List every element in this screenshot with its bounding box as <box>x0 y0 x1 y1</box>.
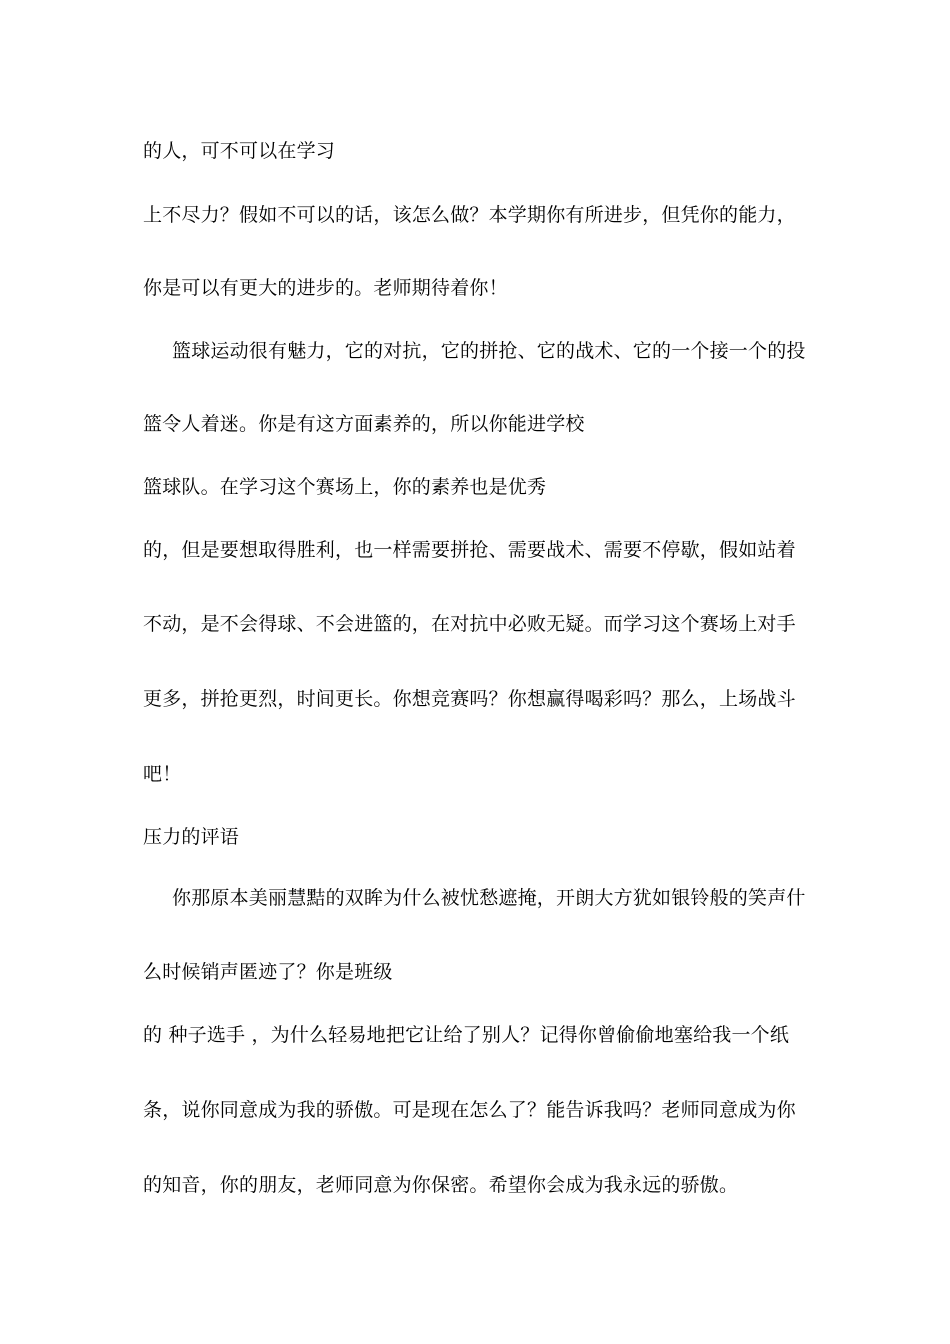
text-line: 篮令人着迷。你是有这方面素养的，所以你能进学校 <box>143 413 585 435</box>
text-line: 的人，可不可以在学习 <box>143 140 336 162</box>
paragraph-first-line: 篮球运动很有魅力，它的对抗，它的拼抢、它的战术、它的一个接一个的投 <box>172 340 806 362</box>
text-line: 你是可以有更大的进步的。老师期待着你！ <box>143 277 508 299</box>
paragraph-first-line: 你那原本美丽慧黠的双眸为什么被忧愁遮掩，开朗大方犹如银铃般的笑声什 <box>172 887 806 909</box>
text-line: 篮球队。在学习这个赛场上，你的素养也是优秀 <box>143 476 547 498</box>
text-line: 不动，是不会得球、不会进篮的，在对抗中必败无疑。而学习这个赛场上对手 <box>143 613 796 635</box>
text-line: 的，但是要想取得胜利，也一样需要拼抢、需要战术、需要不停歇，假如站着 <box>143 539 796 561</box>
text-line: 的知音，你的朋友，老师同意为你保密。希望你会成为我永远的骄傲。 <box>143 1174 739 1196</box>
text-line: 条，说你同意成为我的骄傲。可是现在怎么了？能告诉我吗？老师同意成为你 <box>143 1099 796 1121</box>
text-line: 更多，拼抢更烈，时间更长。你想竞赛吗？你想赢得喝彩吗？那么，上场战斗 <box>143 688 796 710</box>
text-line: 吧！ <box>143 763 182 785</box>
text-line: 的 种子选手 ，为什么轻易地把它让给了别人？记得你曾偷偷地塞给我一个纸 <box>143 1024 790 1046</box>
text-line: 上不尽力？假如不可以的话，该怎么做？本学期你有所进步，但凭你的能力， <box>143 204 796 226</box>
section-heading: 压力的评语 <box>143 826 240 848</box>
text-line: 么时候销声匿迹了？你是班级 <box>143 961 393 983</box>
